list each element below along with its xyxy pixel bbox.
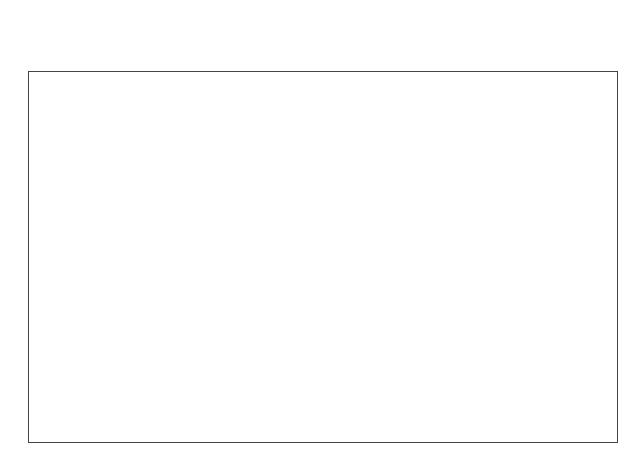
- indicators-table: [28, 71, 618, 443]
